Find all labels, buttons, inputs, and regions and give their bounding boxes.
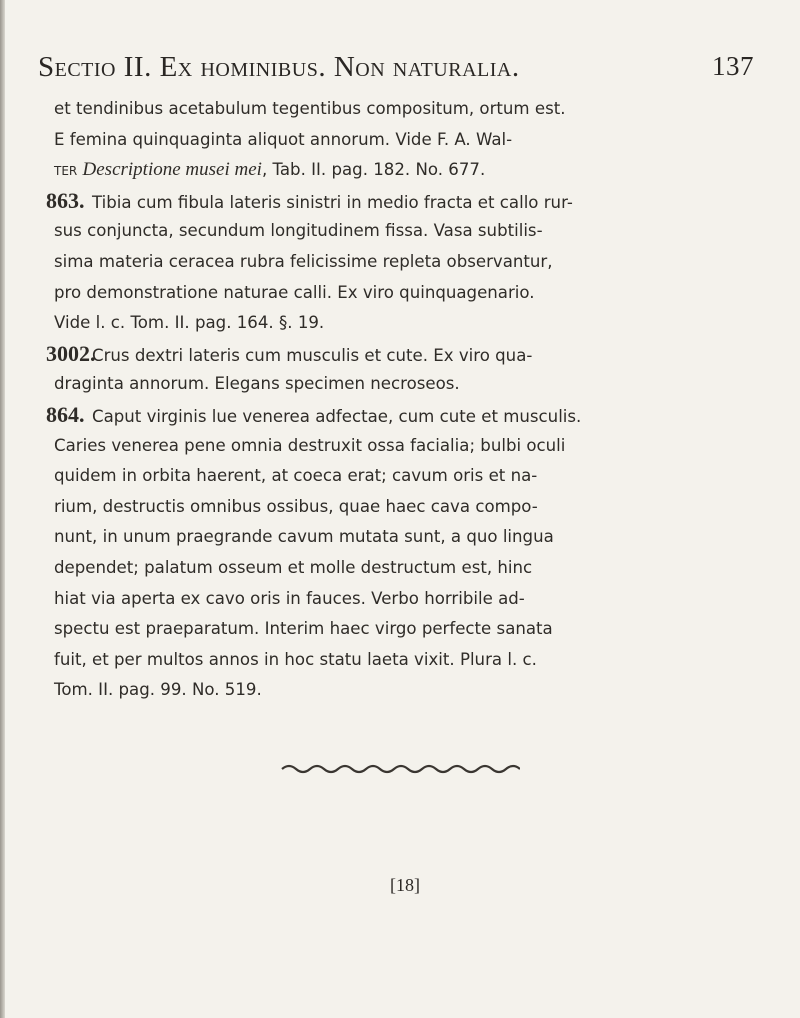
- text-line: [46, 400, 766, 431]
- entry-number: 863.: [46, 187, 85, 213]
- line-text: rium, destructis omnibus ossibus, quae haec cava compo-: [54, 496, 538, 516]
- page-left-edge: [0, 0, 5, 1018]
- text-line: [54, 125, 766, 156]
- line-text: sima materia ceracea rubra felicissime repleta observantur,: [54, 251, 553, 271]
- text-line: [54, 553, 766, 584]
- line-text: pro demonstratione naturae calli. Ex viro quinquagenario.: [54, 282, 535, 302]
- line-text: nunt, in unum praegrande cavum mutata sunt, a quo lingua: [54, 527, 554, 547]
- text-line: [54, 278, 766, 309]
- text-line: [54, 461, 766, 492]
- text-line: [54, 645, 766, 676]
- text-line: [46, 186, 766, 217]
- text-line: [54, 369, 766, 400]
- text-line: [54, 94, 766, 125]
- line-text: spectu est praeparatum. Interim haec virgo perfecte sanata: [54, 619, 553, 639]
- body-text: [46, 94, 766, 706]
- line-text: fuit, et per multos annos in hoc statu laeta vixit. Plura l. c.: [54, 649, 537, 669]
- page-number: 137: [712, 51, 754, 81]
- line-text: Tibia cum fibula lateris sinistri in medio fracta et callo rur-: [92, 192, 573, 212]
- line-text: draginta annorum. Elegans specimen necroseos.: [54, 374, 460, 394]
- text-line: [54, 614, 766, 645]
- line-text: Caries venerea pene omnia destruxit ossa facialia; bulbi oculi: [54, 435, 566, 455]
- text-line: [54, 492, 766, 523]
- text-line: [54, 431, 766, 462]
- work-title: Descriptione musei mei: [82, 159, 262, 181]
- line-text: et tendinibus acetabulum tegentibus compositum, ortum est.: [54, 99, 566, 118]
- line-text: hiat via aperta ex cavo oris in fauces. Verbo horribile ad-: [54, 588, 525, 608]
- line-text: E femina quinquaginta aliquot annorum. Vide F. A. Wal-: [54, 129, 513, 149]
- signature-mark: [18]: [390, 875, 420, 895]
- text-line: [54, 675, 766, 706]
- line-text: Crus dextri lateris cum musculis et cute. Ex viro qua-: [92, 345, 533, 365]
- author-name-fragment: ter: [54, 160, 83, 180]
- line-text: sus conjuncta, secundum longitudinem fissa. Vasa subtilis-: [54, 221, 543, 241]
- line-text: dependet; palatum osseum et molle destructum est, hinc: [54, 557, 533, 577]
- entry-number: 3002.: [46, 340, 96, 366]
- entry-number: 864.: [46, 401, 85, 427]
- text-line: [54, 522, 766, 553]
- line-text: Vide l. c. Tom. II. pag. 164. §. 19.: [54, 313, 325, 333]
- text-line: [54, 247, 766, 278]
- line-text: , Tab. II. pag. 182. No. 677.: [261, 160, 486, 180]
- line-text: quidem in orbita haerent, at coeca erat; cavum oris et na-: [54, 466, 538, 486]
- running-header: [38, 51, 758, 85]
- decorative-rule: [280, 762, 520, 776]
- text-line: [46, 339, 766, 370]
- text-line: [54, 584, 766, 615]
- text-line: [54, 216, 766, 247]
- line-text: Tom. II. pag. 99. No. 519.: [54, 680, 262, 700]
- text-line: [54, 308, 766, 339]
- header-title: Sectio II. Ex hominibus. Non naturalia.: [38, 51, 520, 83]
- line-text: Caput virginis lue venerea adfectae, cum cute et musculis.: [92, 406, 582, 426]
- text-line: [54, 155, 766, 186]
